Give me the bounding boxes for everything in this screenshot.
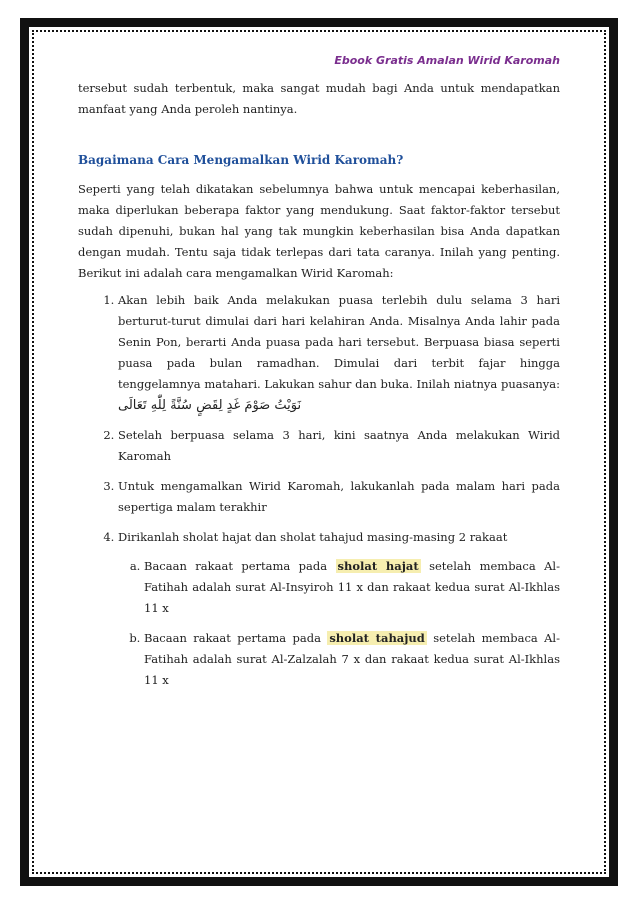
sub-steps-list bbox=[118, 556, 560, 691]
section-heading: Bagaimana Cara Mengamalkan Wirid Karomah? bbox=[78, 153, 404, 167]
steps-list bbox=[78, 290, 560, 691]
step-4-text: Dirikanlah sholat hajat dan sholat tahajud masing-masing 2 rakaat bbox=[118, 530, 508, 544]
step-1-text: Akan lebih baik Anda melakukan puasa terlebih dulu selama 3 hari berturut-turut dimulai dari hari kelahiran Anda. Misalnya Anda lahir pada Senin Pon, berarti Anda puasa pada hari tersebut. Berpuasa biasa seperti puasa pada bulan ramadhan. Dimulai dari terbit fajar hingga tenggelamnya matahari. Lakukan sahur dan buka. Inilah niatnya puasanya: bbox=[118, 293, 560, 391]
sholat-tahajud-highlight: sholat tahajud bbox=[329, 631, 425, 645]
step-3-text: Untuk mengamalkan Wirid Karomah, lakukanlah pada malam hari pada sepertiga malam terakhir bbox=[118, 479, 560, 514]
list-item bbox=[118, 527, 560, 691]
list-item bbox=[144, 556, 560, 619]
document-body bbox=[78, 78, 560, 700]
list-item bbox=[118, 425, 560, 467]
sholat-hajat-highlight: sholat hajat bbox=[337, 559, 419, 573]
arabic-niat-text: نَوَيْتُ صَوْمَ غَدٍ لِقَضٍ سُنَّةً لِلّٰهِ تَعَالَى bbox=[118, 398, 302, 413]
body-paragraph: Seperti yang telah dikatakan sebelumnya bahwa untuk mencapai keberhasilan, maka diperlukan beberapa faktor yang mendukung. Saat faktor-faktor tersebut sudah dipenuhi, bukan hal yang tak mungkin keberhasilan bisa Anda dapatkan dengan mudah. Tentu saja tidak terlepas dari tata caranya. Inilah yang penting. Berikut ini adalah cara mengamalkan Wirid Karomah: bbox=[78, 182, 560, 280]
sub-b-before: Bacaan rakaat pertama pada bbox=[144, 631, 328, 645]
sub-a-before: Bacaan rakaat pertama pada bbox=[144, 559, 336, 573]
list-item bbox=[118, 476, 560, 518]
sub-b-after: setelah membaca Al-Fatihah adalah surat Al-Zalzalah 7 x dan rakaat kedua surat Al-Ikhlas 11 x bbox=[144, 631, 561, 687]
intro-paragraph: tersebut sudah terbentuk, maka sangat mudah bagi Anda untuk mendapatkan manfaat yang Anda peroleh nantinya. bbox=[78, 81, 560, 116]
list-item bbox=[118, 290, 560, 416]
step-2-text: Setelah berpuasa selama 3 hari, kini saatnya Anda melakukan Wirid Karomah bbox=[118, 428, 560, 463]
page-header-title: Ebook Gratis Amalan Wirid Karomah bbox=[334, 54, 560, 67]
sub-a-after: setelah membaca Al-Fatihah adalah surat Al-Insyiroh 11 x dan rakaat kedua surat Al-Ikhlas 11 x bbox=[144, 559, 560, 615]
list-item bbox=[144, 628, 560, 691]
